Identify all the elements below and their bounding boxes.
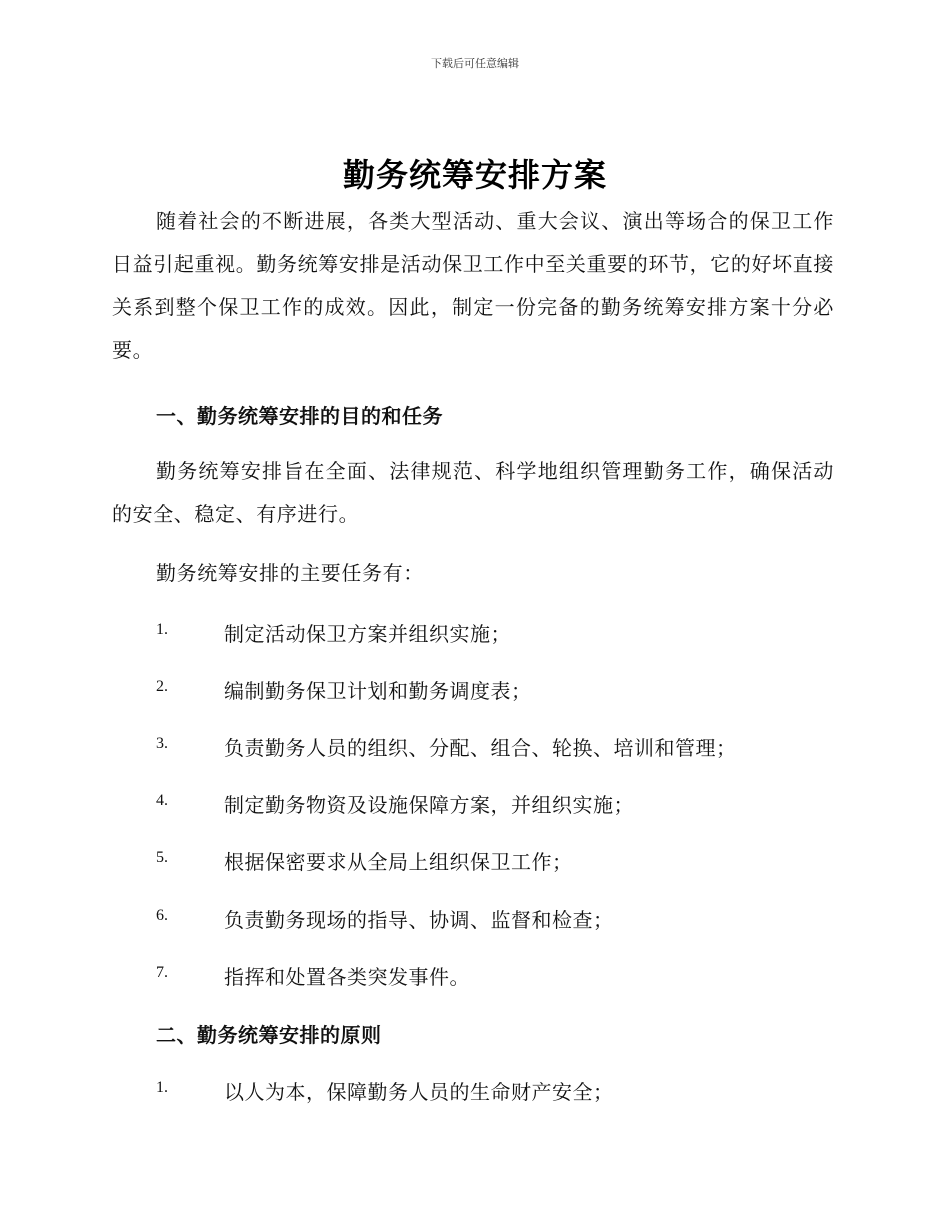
list-text: 负责勤务现场的指导、协调、监督和检查； — [224, 908, 614, 932]
list-number: 4. — [156, 792, 168, 809]
list-number: 3. — [156, 735, 168, 752]
list-text: 负责勤务人员的组织、分配、组合、轮换、培训和管理； — [224, 736, 737, 760]
list-item — [156, 961, 836, 991]
list-item — [156, 846, 836, 876]
section-heading-purpose: 一、勤务统筹安排的目的和任务 — [156, 404, 443, 428]
document-title: 勤务统筹安排方案 — [342, 156, 607, 194]
list-number: 7. — [156, 964, 168, 981]
list-text: 制定勤务物资及设施保障方案，并组织实施； — [224, 793, 634, 817]
list-text: 制定活动保卫方案并组织实施； — [224, 622, 511, 646]
list-number: 1. — [156, 1079, 168, 1096]
list-number: 2. — [156, 678, 168, 695]
list-number: 6. — [156, 907, 168, 924]
list-number: 5. — [156, 849, 168, 866]
intro-paragraph: 随着社会的不断进展，各类大型活动、重大会议、演出等场合的保卫工作日益引起重视。勤务统筹安排是活动保卫工作中至关重要的环节，它的好坏直接关系到整个保卫工作的成效。因此，制定一份完备的勤务统筹安排方案十分必要。 — [112, 209, 834, 362]
list-item — [156, 1076, 836, 1106]
list-text: 根据保密要求从全局上组织保卫工作； — [224, 850, 573, 874]
list-item — [156, 789, 836, 819]
list-text: 指挥和处置各类突发事件。 — [224, 965, 470, 989]
header-note: 下载后可任意编辑 — [431, 57, 519, 70]
section-heading-principles: 二、勤务统筹安排的原则 — [156, 1023, 382, 1047]
tasks-intro-paragraph: 勤务统筹安排的主要任务有： — [156, 561, 424, 585]
list-item — [156, 732, 836, 762]
purpose-paragraph: 勤务统筹安排旨在全面、法律规范、科学地组织管理勤务工作，确保活动的安全、稳定、有序进行。 — [112, 459, 834, 526]
list-item — [156, 675, 836, 705]
list-item — [156, 618, 836, 648]
list-number: 1. — [156, 621, 168, 638]
list-text: 编制勤务保卫计划和勤务调度表； — [224, 679, 532, 703]
list-text: 以人为本，保障勤务人员的生命财产安全； — [224, 1080, 614, 1104]
list-item — [156, 904, 836, 934]
